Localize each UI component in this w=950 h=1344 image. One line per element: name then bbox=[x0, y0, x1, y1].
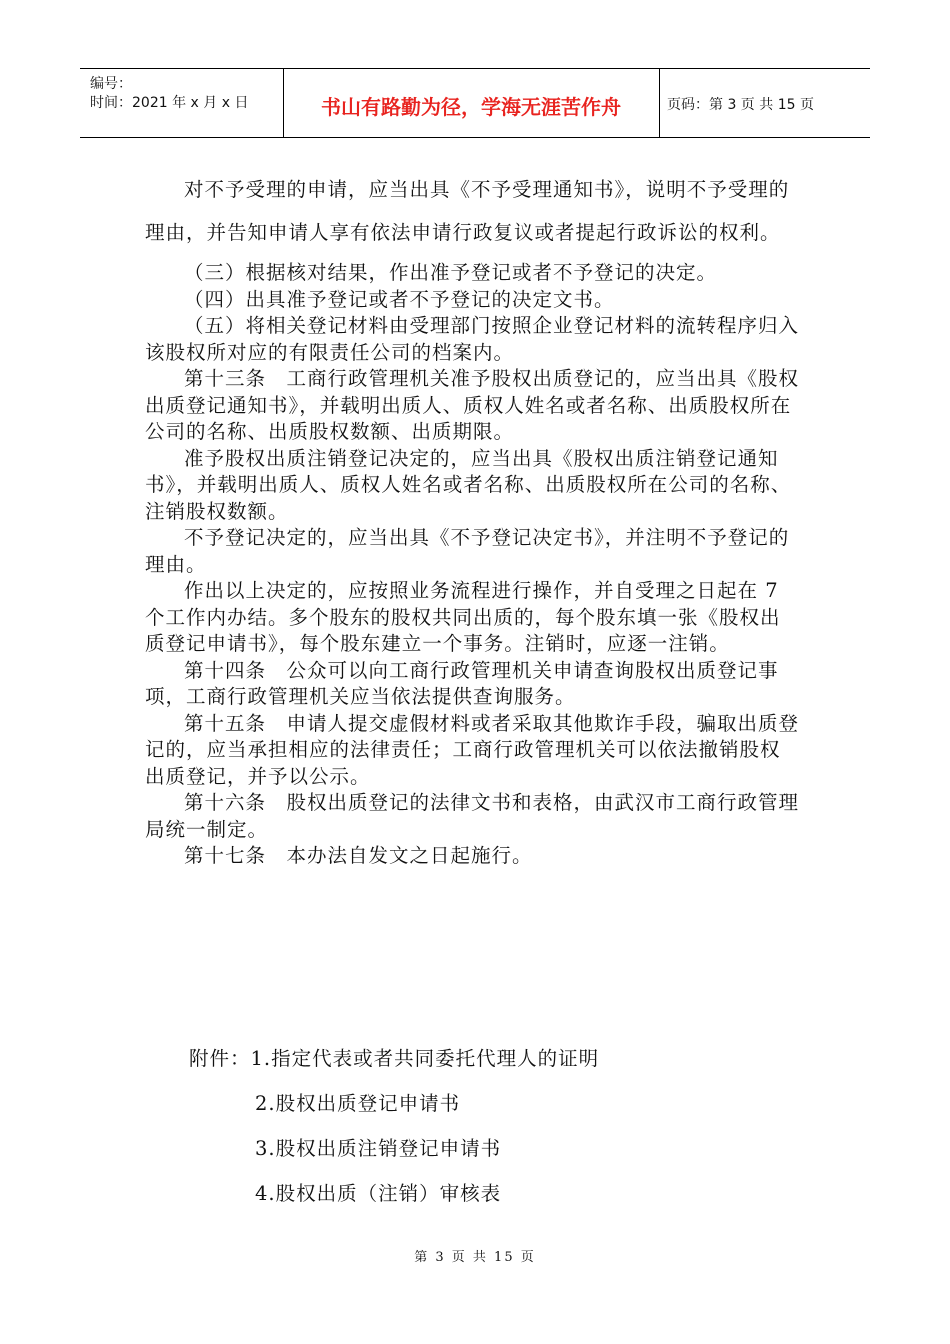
body-paragraph: 准予股权出质注销登记决定的，应当出具《股权出质注销登记通知书》，并载明出质人、质权人姓名或者名称、出质股权所在公司的名称、注销股权数额。 bbox=[145, 446, 792, 523]
body-paragraph: 不予登记决定的，应当出具《不予登记决定书》，并注明不予登记的理由。 bbox=[145, 526, 790, 576]
article-14-paragraph: 第十四条 公众可以向工商行政管理机关申请查询股权出质登记事项，工商行政管理机关应当依法提供查询服务。 bbox=[145, 658, 779, 708]
body-paragraph: （三）根据核对结果，作出准予登记或者不予登记的决定。 bbox=[184, 261, 718, 284]
article-16-paragraph: 第十六条 股权出质登记的法律文书和表格，由武汉市工商行政管理局统一制定。 bbox=[145, 791, 800, 841]
page-footer: 第 3 页 共 15 页 bbox=[414, 1250, 536, 1265]
header-meta-cell bbox=[80, 69, 284, 137]
attachments-label: 附件： bbox=[189, 1047, 251, 1070]
body-paragraph: 作出以上决定的，应按照业务流程进行操作，并自受理之日起在 7 个工作内办结。多个股东的股权共同出质的，每个股东填一张《股权出质登记申请书》，每个股东建立一个事务。注销时，应逐一注销。 bbox=[145, 579, 781, 655]
body-paragraph: 对不予受理的申请，应当出具《不予受理通知书》，说明不予受理的理由，并告知申请人享有依法申请行政复议或者提起行政诉讼的权利。 bbox=[145, 178, 790, 244]
article-13-paragraph: 第十三条 工商行政管理机关准予股权出质登记的，应当出具《股权出质登记通知书》，并载明出质人、质权人姓名或者名称、出质股权所在公司的名称、出质股权数额、出质期限。 bbox=[145, 367, 800, 443]
attachment-list-item: 2.股权出质登记申请书 bbox=[255, 1092, 461, 1115]
attachment-list-item: 4.股权出质（注销）审核表 bbox=[255, 1182, 502, 1205]
attachment-list-item bbox=[189, 1036, 599, 1081]
body-paragraph: （五）将相关登记材料由受理部门按照企业登记材料的流转程序归入该股权所对应的有限责任公司的档案内。 bbox=[145, 314, 800, 364]
attachment-list-item: 3.股权出质注销登记申请书 bbox=[255, 1137, 502, 1160]
attachments-section bbox=[189, 1036, 599, 1216]
attachment-title: 1.指定代表或者共同委托代理人的证明 bbox=[250, 1047, 600, 1070]
page-header bbox=[80, 68, 870, 138]
article-17-paragraph: 第十七条 本办法自发文之日起施行。 bbox=[184, 844, 533, 867]
document-date-label: 时间：2021 年 x 月 x 日 bbox=[90, 95, 249, 111]
header-motto-cell bbox=[283, 69, 660, 137]
document-number-label: 编号： bbox=[90, 76, 132, 92]
article-15-paragraph: 第十五条 申请人提交虚假材料或者采取其他欺诈手段，骗取出质登记的，应当承担相应的法律责任；工商行政管理机关可以依法撤销股权出质登记，并予以公示。 bbox=[145, 711, 800, 788]
header-page-info: 页码：第 3 页 共 15 页 bbox=[667, 97, 814, 113]
document-body bbox=[145, 168, 800, 870]
body-paragraph: （四）出具准予登记或者不予登记的决定文书。 bbox=[184, 287, 615, 311]
header-page-cell bbox=[659, 69, 870, 137]
header-motto: 书山有路勤为径，学海无涯苦作舟 bbox=[321, 95, 621, 119]
